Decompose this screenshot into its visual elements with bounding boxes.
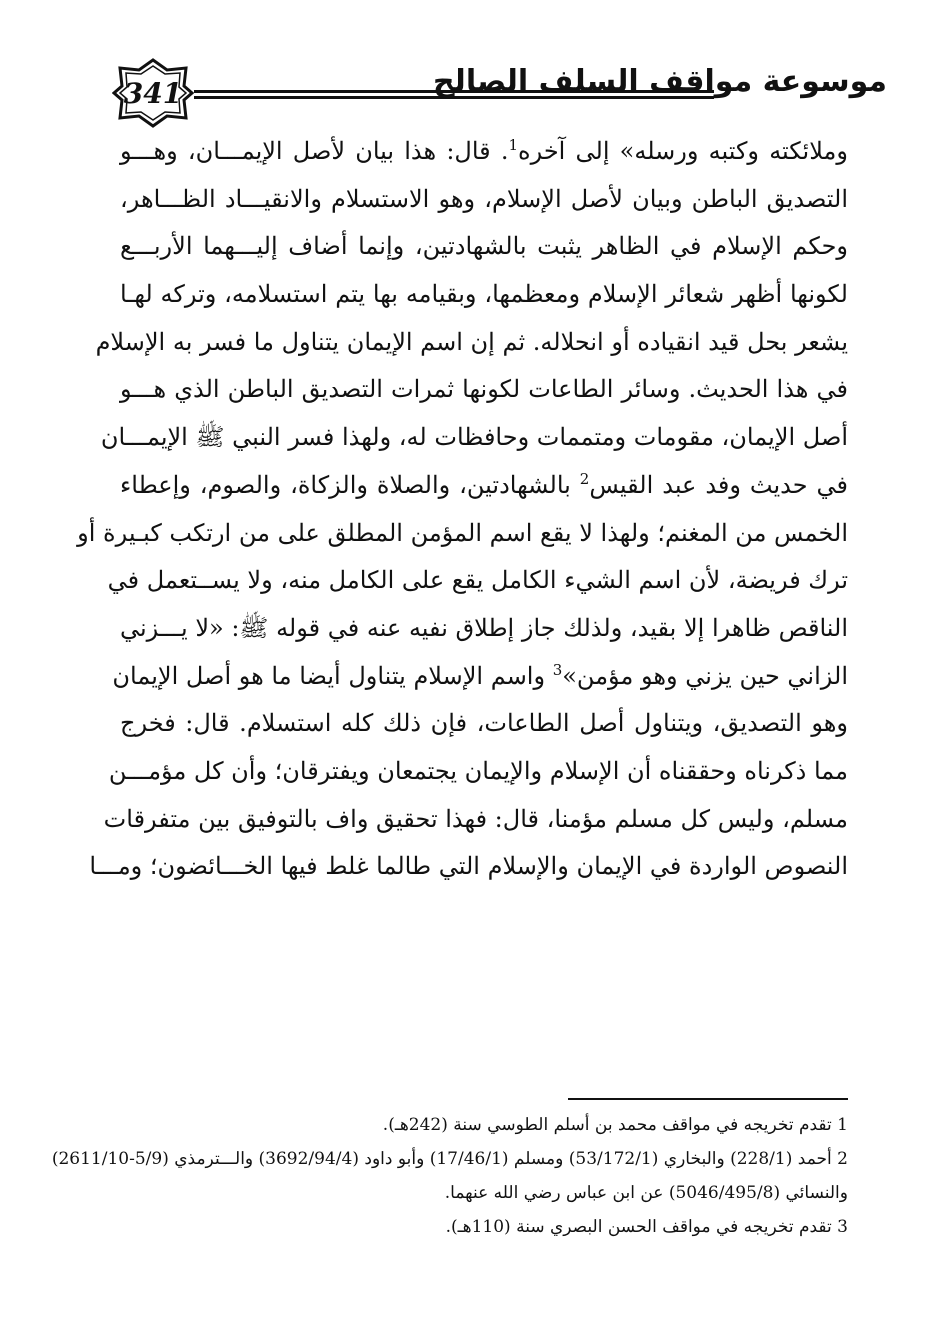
text-line: مسلم، وليس كل مسلم مؤمنا، قال: فهذا تحقيق واف بالتوفيق بين متفرقات	[103, 804, 848, 833]
text-line: الناقص ظاهرا إلا بقيد، ولذلك جاز إطلاق نفيه عنه في قوله ﷺ: «لا يـــزني	[120, 613, 848, 642]
footnotes	[51, 1108, 848, 1244]
text-line: مما ذكرناه وحققناه أن الإسلام والإيمان يجتمعان ويفترقان؛ وأن كل مؤمـــن	[108, 756, 848, 785]
text-line: أصل الإيمان، مقومات ومتممات وحافظات له، ولهذا فسر النبي ﷺ الإيمـــان	[100, 423, 848, 452]
text-line: التصديق الباطن وبيان لأصل الإسلام، وهو الاستسلام والانقيـــاد الظـــاهر،	[120, 184, 848, 213]
footnote-item: 3 تقدم تخريجه في مواقف الحسن البصري سنة (110هـ).	[445, 1217, 848, 1237]
main-text	[77, 128, 848, 891]
footnote-separator	[568, 1098, 848, 1100]
footnote-ref: 3	[552, 660, 563, 679]
footnote-number: 3	[837, 1217, 848, 1237]
text-line: لكونها أظهر شعائر الإسلام ومعظمها، وبقيامه بها يتم استسلامه، وتركه لهـا	[120, 280, 848, 309]
text-line: في هذا الحديث. وسائر الطاعات لكونها ثمرات التصديق الباطن الذي هـــو	[120, 375, 848, 404]
footnote-item-continued: والنسائي (5046/495/8) عن ابن عباس رضي الله عنهما.	[444, 1183, 848, 1203]
book-title: موسوعة مواقف السلف الصالح	[432, 64, 887, 99]
text-line: الخمس من المغنم؛ ولهذا لا يقع اسم المؤمن المطلق على من ارتكب كبـيرة أو	[77, 518, 848, 547]
text-line: النصوص الواردة في الإيمان والإسلام التي طالما غلط فيها الخـــائضون؛ ومـــا	[89, 852, 848, 881]
page-number-badge	[112, 58, 194, 128]
text-line: الزاني حين يزني وهو مؤمن»$^3$ واسم الإسلام يتناول أيضا ما هو أصل الإيمان	[112, 660, 848, 690]
text-line: في حديث وفد عبد القيس$^2$ بالشهادتين، والصلاة والزكاة، والصوم، وإعطاء	[120, 469, 848, 499]
footnote-ref: 1	[508, 136, 519, 154]
footnote-item: 2 أحمد (228/1) والبخاري (53/172/1) ومسلم (17/46/1) وأبو داود (3692/94/4) والـــترمذي (5/9-2611/10)	[51, 1149, 848, 1169]
footnote-ref: 2	[579, 469, 590, 488]
text-line: وملائكته وكتبه ورسله» إلى آخره$^1$. قال: هذا بيان لأصل الإيمـــان، وهـــو	[120, 136, 848, 165]
text-line: وهو التصديق، ويتناول أصل الطاعات، فإن ذلك كله استسلام. قال: فخرج	[120, 709, 848, 738]
page-number: 341	[123, 77, 183, 110]
text-line: وحكم الإسلام في الظاهر يثبت بالشهادتين، وإنما أضاف إليـــهما الأربـــع	[120, 232, 848, 261]
text-line: ترك فريضة، لأن اسم الشيء الكامل يقع على الكامل منه، ولا يســتعمل في	[107, 566, 848, 595]
text-line: يشعر بحل قيد انقياده أو انحلاله. ثم إن اسم الإيمان يتناول ما فسر به الإسلام	[95, 327, 848, 356]
footnote-number: 1	[837, 1115, 848, 1135]
footnote-item: 1 تقدم تخريجه في مواقف محمد بن أسلم الطوسي سنة (242هـ).	[382, 1115, 848, 1135]
page-header	[112, 58, 887, 128]
footnote-number: 2	[837, 1149, 848, 1169]
